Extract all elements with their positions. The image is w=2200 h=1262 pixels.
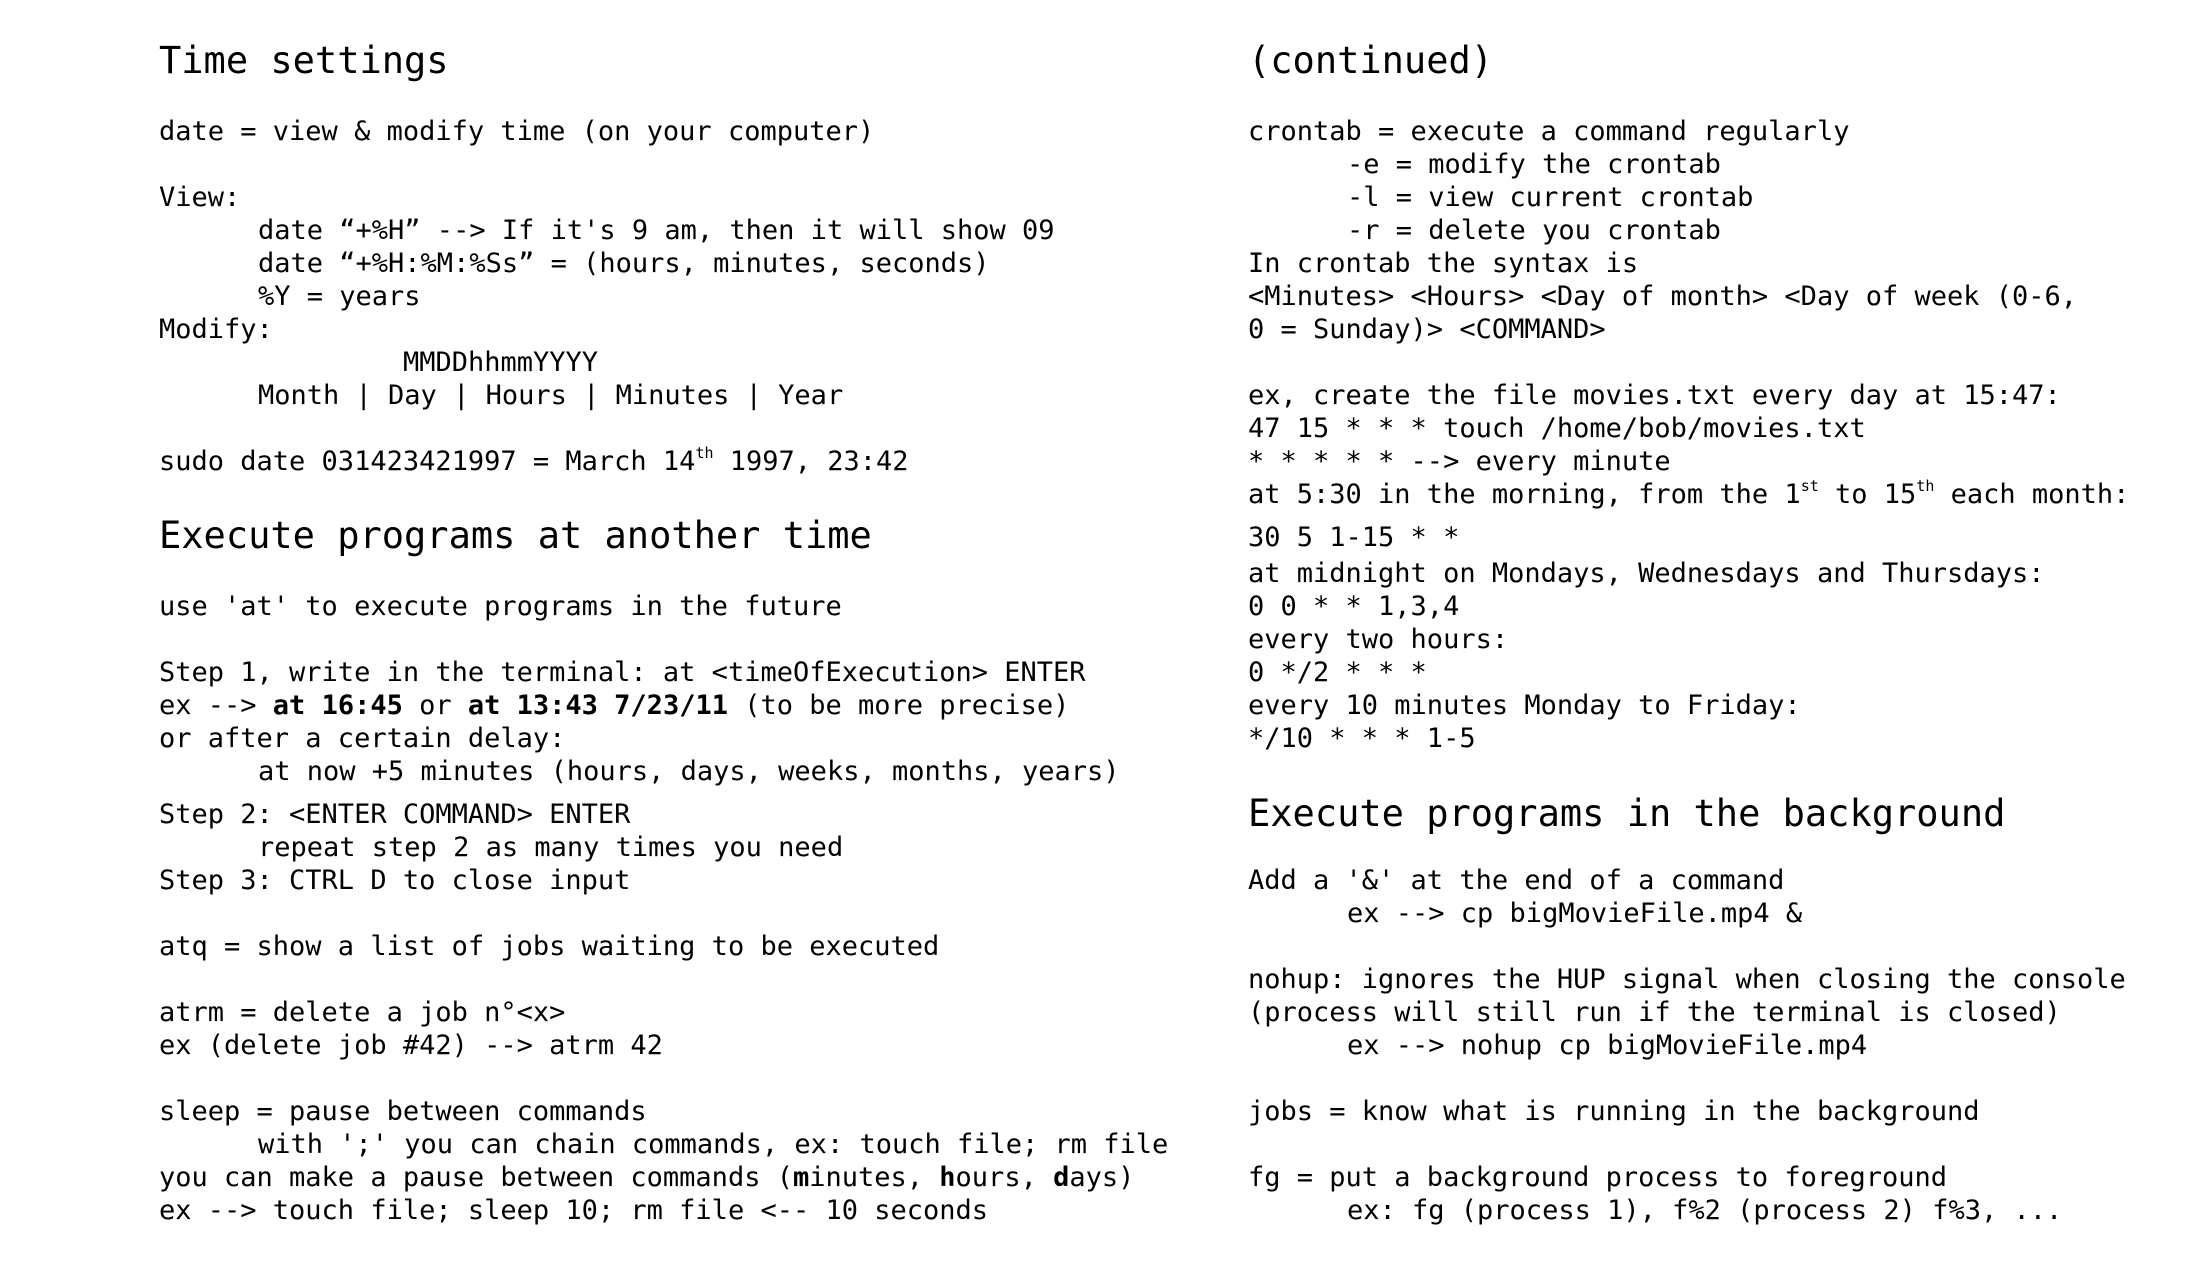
view-example-3: %Y = years: [258, 281, 421, 312]
step-3: Step 3: CTRL D to close input: [159, 865, 631, 896]
pause-bold-m: m: [792, 1162, 810, 1193]
step-2: Step 2: <ENTER COMMAND> ENTER: [159, 799, 631, 830]
section-title-background: Execute programs in the background: [1248, 792, 2006, 835]
delay-example: at now +5 minutes (hours, days, weeks, months, years): [258, 756, 1120, 787]
sudo-superscript: th: [695, 444, 714, 462]
example-midnight-command: 0 0 * * 1,3,4: [1248, 591, 1460, 622]
example-movies-command: 47 15 * * * touch /home/bob/movies.txt: [1248, 413, 1866, 444]
crontab-syntax-1: <Minutes> <Hours> <Day of month> <Day of week (0-6,: [1248, 281, 2078, 312]
morning-superscript-1: st: [1800, 477, 1819, 495]
crontab-syntax-2: 0 = Sunday)> <COMMAND>: [1248, 314, 1606, 345]
morning-superscript-2: th: [1916, 477, 1935, 495]
example-midnight: at midnight on Mondays, Wednesdays and Thursdays:: [1248, 558, 2045, 589]
at-description: use 'at' to execute programs in the future: [159, 591, 842, 622]
pause-units: [159, 1164, 1134, 1191]
sudo-text-b: 1997, 23:42: [713, 446, 909, 477]
atrm-description: atrm = delete a job n°<x>: [159, 997, 566, 1028]
morning-text-b: to 15: [1818, 479, 1917, 510]
ex-bold-2: at 13:43 7/23/11: [467, 690, 728, 721]
ex-text-e: (to be more precise): [727, 690, 1070, 721]
crontab-syntax-label: In crontab the syntax is: [1248, 248, 1639, 279]
sudo-text-a: sudo date 031423421997 = March 14: [159, 446, 696, 477]
example-movies: ex, create the file movies.txt every day at 15:47:: [1248, 380, 2061, 411]
pause-text-e: ays): [1069, 1162, 1135, 1193]
example-two-hours: every two hours:: [1248, 624, 1509, 655]
example-morning: [1248, 477, 2130, 510]
example-two-hours-command: 0 */2 * * *: [1248, 657, 1427, 688]
modify-label: Modify:: [159, 314, 273, 345]
pause-text-c: ours,: [955, 1162, 1054, 1193]
pause-bold-d: d: [1053, 1162, 1070, 1193]
modify-format: MMDDhhmmYYYY: [403, 347, 599, 378]
example-ten-minutes: every 10 minutes Monday to Friday:: [1248, 690, 1801, 721]
jobs-description: jobs = know what is running in the background: [1248, 1096, 1980, 1127]
ex-text-a: ex -->: [159, 690, 273, 721]
sleep-example: ex --> touch file; sleep 10; rm file <-- 10 seconds: [159, 1195, 989, 1226]
ex-bold-1: at 16:45: [272, 690, 403, 721]
view-example-2: date “+%H:%M:%Ss” = (hours, minutes, seconds): [258, 248, 990, 279]
modify-legend: Month | Day | Hours | Minutes | Year: [258, 380, 844, 411]
example-ten-minutes-command: */10 * * * 1-5: [1248, 723, 1476, 754]
crontab-option-e: -e = modify the crontab: [1347, 149, 1721, 180]
fg-description: fg = put a background process to foreground: [1248, 1162, 1947, 1193]
fg-example: ex: fg (process 1), f%2 (process 2) f%3, ...: [1347, 1195, 2063, 1226]
atq-description: atq = show a list of jobs waiting to be executed: [159, 931, 940, 962]
ampersand-example: ex --> cp bigMovieFile.mp4 &: [1347, 898, 1803, 929]
sudo-date-example: [159, 444, 909, 477]
nohup-example: ex --> nohup cp bigMovieFile.mp4: [1347, 1030, 1868, 1061]
nohup-description: nohup: ignores the HUP signal when closing the console: [1248, 964, 2126, 995]
view-example-1: date “+%H” --> If it's 9 am, then it will show 09: [258, 215, 1055, 246]
example-morning-command: 30 5 1-15 * *: [1248, 522, 1460, 553]
pause-text-b: inutes,: [809, 1162, 940, 1193]
atrm-example: ex (delete job #42) --> atrm 42: [159, 1030, 663, 1061]
ampersand-description: Add a '&' at the end of a command: [1248, 865, 1785, 896]
morning-text-a: at 5:30 in the morning, from the 1: [1248, 479, 1801, 510]
date-description: date = view & modify time (on your computer): [159, 116, 875, 147]
step-1: Step 1, write in the terminal: at <timeOfExecution> ENTER: [159, 657, 1086, 688]
pause-text-a: you can make a pause between commands (: [159, 1162, 793, 1193]
section-title-time-settings: Time settings: [159, 39, 449, 82]
ex-text-c: or: [402, 690, 468, 721]
pause-bold-h: h: [939, 1162, 956, 1193]
section-title-continued: (continued): [1248, 39, 1494, 82]
every-minute: * * * * * --> every minute: [1248, 446, 1671, 477]
nohup-description-2: (process will still run if the terminal is closed): [1248, 997, 2061, 1028]
crontab-option-r: -r = delete you crontab: [1347, 215, 1721, 246]
sleep-description: sleep = pause between commands: [159, 1096, 647, 1127]
step-2-note: repeat step 2 as many times you need: [258, 832, 844, 863]
morning-text-c: each month:: [1934, 479, 2130, 510]
section-title-execute-later: Execute programs at another time: [159, 514, 872, 557]
sleep-chain: with ';' you can chain commands, ex: touch file; rm file: [258, 1129, 1169, 1160]
view-label: View:: [159, 182, 241, 213]
crontab-option-l: -l = view current crontab: [1347, 182, 1754, 213]
step-1-example: [159, 692, 1069, 719]
crontab-description: crontab = execute a command regularly: [1248, 116, 1850, 147]
delay-label: or after a certain delay:: [159, 723, 566, 754]
